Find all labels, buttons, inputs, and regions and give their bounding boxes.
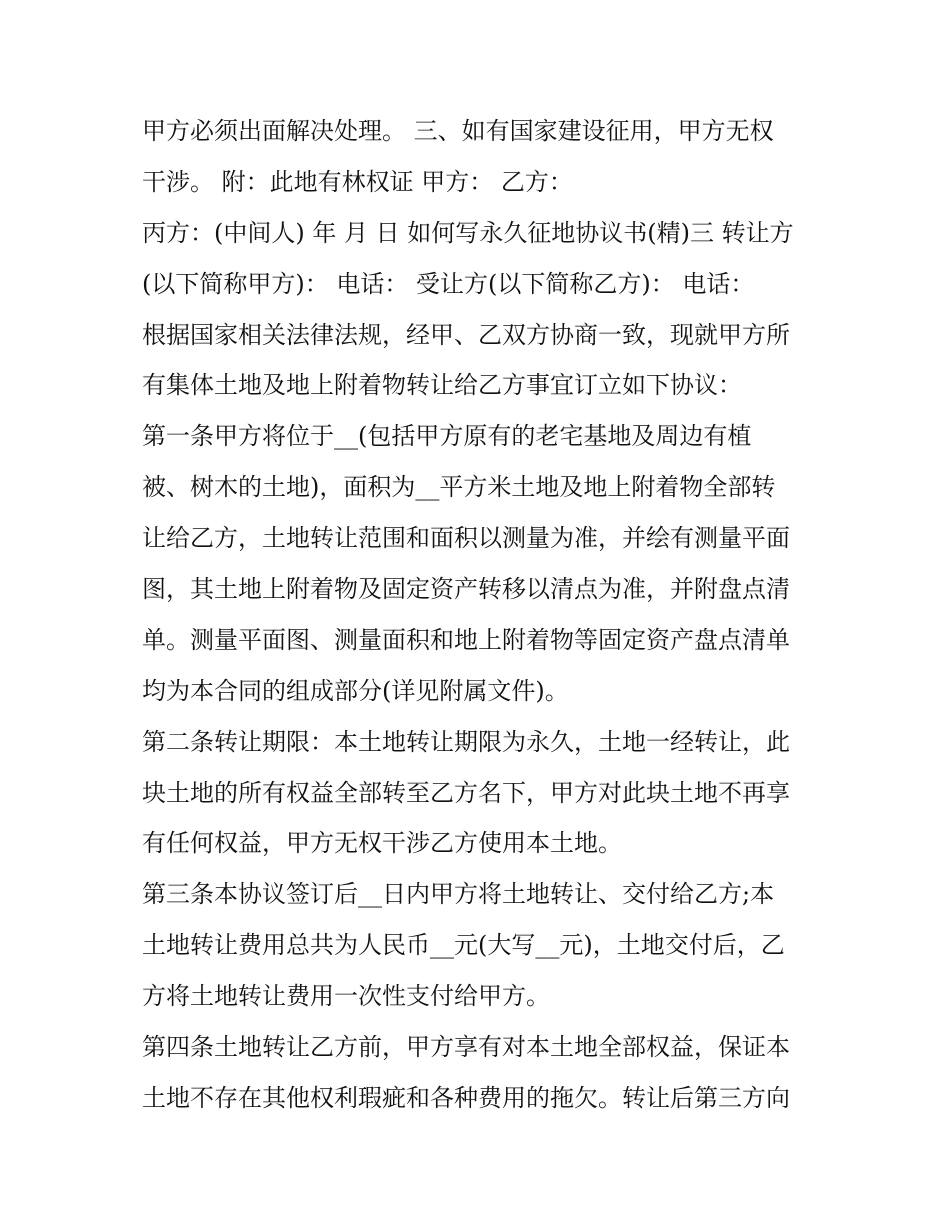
text-line: 有集体土地及地上附着物转让给乙方事宜订立如下协议： <box>142 371 742 400</box>
text-line: 第四条土地转让乙方前，甲方享有对本土地全部权益，保证本 <box>142 1033 790 1062</box>
text-line: 丙方：(中间人) 年 月 日 如何写永久征地协议书(精)三 转让方 <box>142 218 794 247</box>
document-body <box>142 106 822 1124</box>
text-line: 有任何权益，甲方无权干涉乙方使用本土地。 <box>142 829 622 858</box>
text-line: 让给乙方，土地转让范围和面积以测量为准，并绘有测量平面 <box>142 524 790 553</box>
text-line: 图，其土地上附着物及固定资产转移以清点为准，并附盘点清 <box>142 575 790 604</box>
text-line: 块土地的所有权益全部转至乙方名下，甲方对此块土地不再享 <box>142 778 790 807</box>
text-line: 第一条甲方将位于__(包括甲方原有的老宅基地及周边有植 <box>142 422 752 451</box>
text-line: 甲方必须出面解决处理。 三、如有国家建设征用，甲方无权 <box>142 117 774 145</box>
text-line: 第二条转让期限：本土地转让期限为永久，土地一经转让，此 <box>142 727 790 756</box>
text-line: 干涉。 附：此地有林权证 甲方： 乙方： <box>142 167 573 196</box>
text-line: 土地不存在其他权利瑕疵和各种费用的拖欠。转让后第三方向 <box>142 1083 790 1112</box>
text-line: (以下简称甲方)： 电话： 受让方(以下简称乙方)： 电话： <box>142 269 755 298</box>
text-line: 土地转让费用总共为人民币__元(大写__元)，土地交付后，乙 <box>142 931 785 960</box>
text-line: 第三条本协议签订后__日内甲方将土地转让、交付给乙方;本 <box>142 880 775 909</box>
text-line: 被、树木的土地)，面积为__平方米土地及地上附着物全部转 <box>142 473 776 502</box>
text-line: 根据国家相关法律法规，经甲、乙双方协商一致，现就甲方所 <box>142 320 790 349</box>
text-line: 均为本合同的组成部分(详见附属文件)。 <box>142 676 569 705</box>
text-line: 单。测量平面图、测量面积和地上附着物等固定资产盘点清单 <box>142 625 790 654</box>
text-line: 方将土地转让费用一次性支付给甲方。 <box>142 982 550 1011</box>
